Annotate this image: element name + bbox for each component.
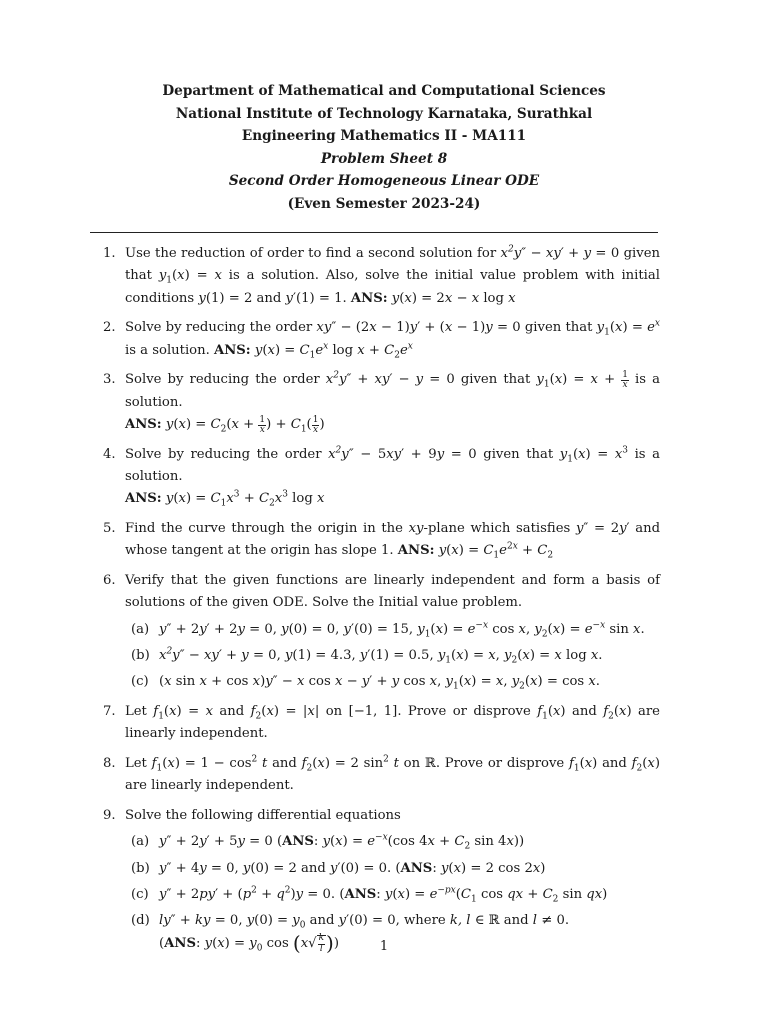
- answer-label: ANS:: [125, 417, 162, 433]
- problem-number: 8.: [103, 755, 116, 771]
- problem-6c: (c) (x sin x + cos x)y″ − x cos x − y′ + y cos x, $y_1(x) = x$, $y_2(x) = \cos x$.: [131, 674, 600, 693]
- problem-9: 9. Solve the following differential equations (a) y″ + 2y′ + 5y = 0 (ANS: $y(x) = e^{-x}(\cos$ $4x + C_2$ sin 4x)) (b) y″ + 4y = 0, y(0) = 2 and y′(0) = 0. (ANS: y(x) = 2 cos 2x) (c) $y'' + 2py' + (p^2 + q^2)y = 0$. (ANS: $y(x) = e^{-px}(C_1$ cos qx + $C_2$ sin qx) (d) ly″ + ky = 0, $y(0) = y_0$ and y′(0) = 0, where k, l ∈ ℝ and l ≠ 0. (ANS: $y(x) = y_0$ cos (x√ $\frac{k}{l}$ )): [103, 805, 660, 956]
- problem-8: 8. Let $f_1(x) = 1 - \cos^2 t$ and $f_2(x) = 2$ $\sin^2 t$ on ℝ. Prove or disprove $f_1(x)$ and $f_2(x)$ are linearly independent.: [103, 754, 660, 794]
- answer-label: ANS:: [214, 342, 251, 358]
- problem-number: 6.: [103, 572, 116, 588]
- problem-number: 7.: [103, 703, 116, 719]
- problem-6a: (a) y″ + 2y′ + 2y = 0, y(0) = 0, y′(0) = 15, $y_1(x) = e^{-x}$ cos x, $y_2(x) = e^{-x}$ sin x.: [131, 620, 645, 640]
- institute-line: National Institute of Technology Karnataka, Surathkal: [175, 105, 593, 122]
- problem-number: 9.: [103, 807, 116, 823]
- answer-label: ANS:: [397, 543, 435, 559]
- problem-number: 3.: [103, 372, 116, 388]
- problem-2: 2. Solve by reducing the order xy″ − (2x − 1)y′ + (x − 1)y = 0 given that $y_1(x) = e^x$ is a solution. ANS: $y(x) = C_1e^x$ $\log x + C_2e^x$: [103, 318, 660, 361]
- problem-number: 1.: [103, 246, 116, 261]
- problem-4: 4. Solve by reducing the order $x^2y'' - 5xy' + 9y = 0$ given that $y_1(x) = x^3$ is a solution. ANS: $y(x) = C_1x^3 + C_2x^3$ log x: [103, 445, 660, 510]
- department-line: Department of Mathematical and Computational Sciences: [162, 83, 606, 99]
- problem-9c: (c) $y'' + 2py' + (p^2 + q^2)y = 0$. (ANS: $y(x) = e^{-px}(C_1$ cos qx + $C_2$ sin qx): [131, 885, 608, 905]
- problem-list: [103, 243, 660, 962]
- problem-1: 1. Use the reduction of order to find a second solution for $x^2y'' - xy' + y = 0$ given that $y_1(x) = x$ is a solution. Also, solve the initial value problem with initial conditions y(1) = 2 and y′(1) = 1. ANS: y(x) = 2x − x log x: [103, 244, 660, 306]
- header-divider: [90, 232, 658, 233]
- problem-6b: (b) $x^2y'' - xy' + y = 0$, y(1) = 4.3, y′(1) = 0.5, $y_1(x) = x$, $y_2(x) = x$ log x.: [131, 646, 603, 666]
- sheet-header: [0, 80, 768, 215]
- problem-number: 5.: [103, 520, 116, 536]
- problem-3: 3. Solve by reducing the order $x^2y'' + xy' - y = 0$ given that $y_1(x) = x$ + $\frac{1}{x}$ is a solution. ANS: $y(x) = C_2(x$ + $\frac{1}{x}$ ) + $C_1$( $\frac{1}{x}$ ): [103, 369, 660, 436]
- problem-9a: (a) y″ + 2y′ + 5y = 0 (ANS: $y(x) = e^{-x}(\cos$ $4x + C_2$ sin 4x)): [131, 832, 525, 852]
- problem-number: 2.: [103, 320, 116, 336]
- problem-5: 5. Find the curve through the origin in the xy-plane which satisfies y″ = 2y′ and whose tangent at the origin has slope 1. ANS: $y(x) = C_1e^{2x} + C_2$: [103, 518, 660, 563]
- answer-label: ANS:: [350, 290, 388, 306]
- semester-line: (Even Semester 2023-24): [287, 195, 481, 212]
- course-line: Engineering Mathematics II - MA111: [241, 128, 527, 144]
- problem-number: 4.: [103, 446, 116, 462]
- problem-7: 7. Let $f_1(x) = x$ and $f_2(x) = |x|$ on [−1, 1]. Prove or disprove $f_1(x)$ and $f_2(x)$ are linearly independent.: [103, 701, 660, 746]
- page-number: 1: [379, 939, 389, 954]
- answer-label: ANS:: [125, 491, 162, 507]
- topic-title: Second Order Homogeneous Linear ODE: [228, 173, 540, 189]
- problem-9d: (d) ly″ + ky = 0, $y(0) = y_0$ and y′(0) = 0, where k, l ∈ ℝ and l ≠ 0. (ANS: $y(x) = y_0$ cos (x√ $\frac{k}{l}$ )): [131, 913, 570, 955]
- problem-6: 6. Verify that the given functions are linearly independent and form a basis of solutions of the given ODE. Solve the Initial value problem. (a) y″ + 2y′ + 2y = 0, y(0) = 0, y′(0) = 15, $y_1(x) = e^{-x}$ cos x, $y_2(x) = e^{-x}$ sin x. (b) $x^2y'' - xy' + y = 0$, y(1) = 4.3, y′(1) = 0.5, $y_1(x) = x$, $y_2(x) = x$ log x. (c) (x sin x + cos x)y″ − x cos x − y′ + y cos x, $y_1(x) = x$, $y_2(x) = \cos x$.: [103, 570, 660, 694]
- problem-9b: (b) y″ + 4y = 0, y(0) = 2 and y′(0) = 0. (ANS: y(x) = 2 cos 2x): [131, 860, 546, 876]
- sheet-title: Problem Sheet 8: [320, 150, 448, 167]
